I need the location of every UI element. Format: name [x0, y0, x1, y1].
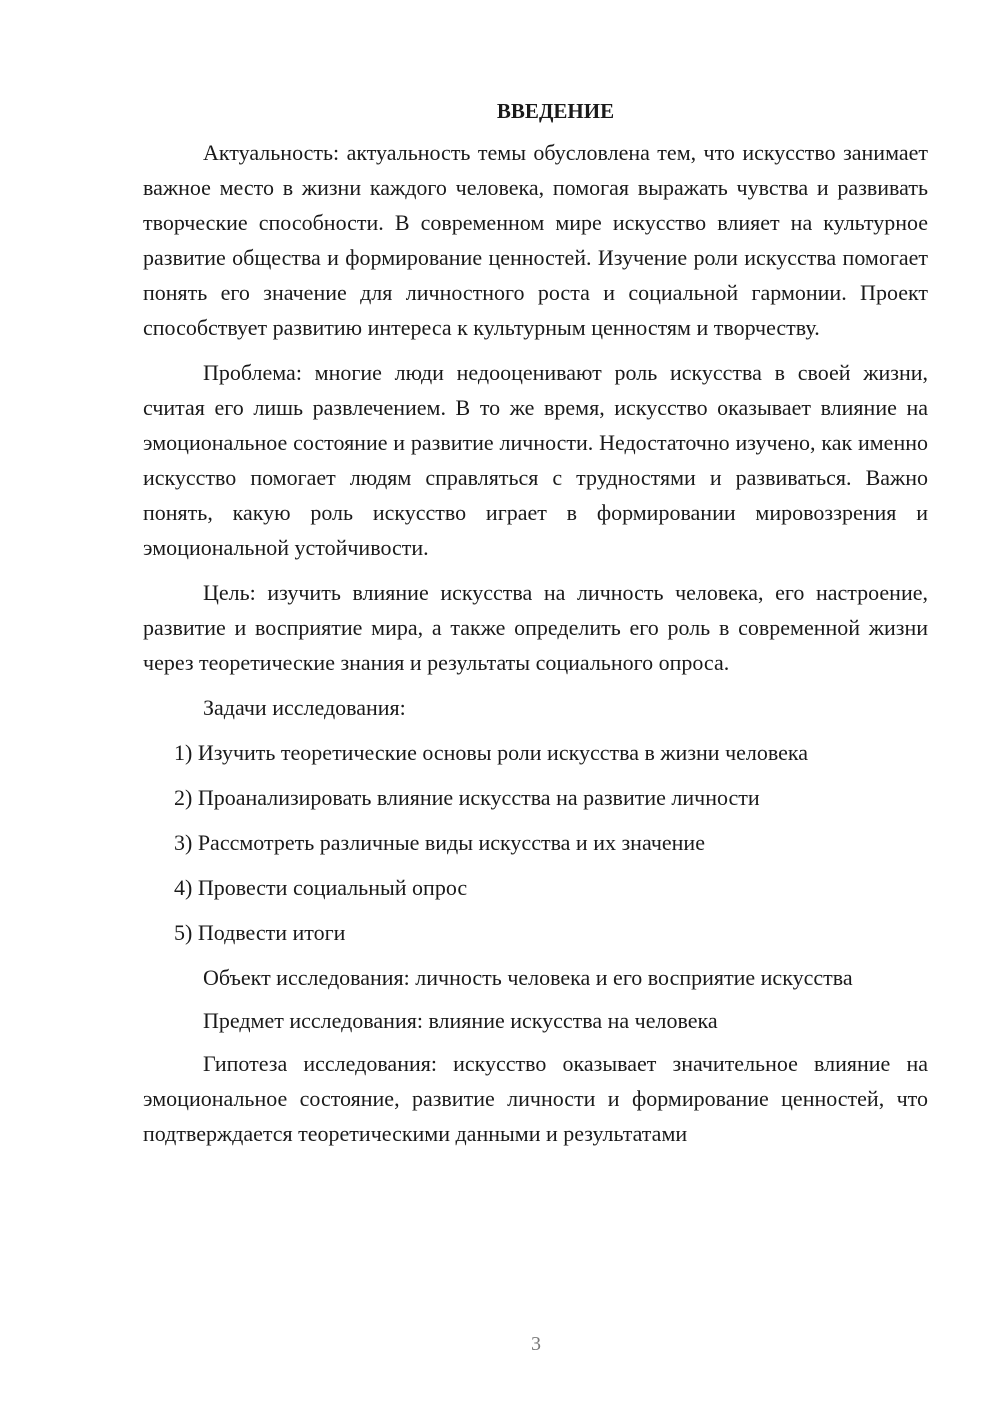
problem-paragraph: Проблема: многие люди недооценивают роль искусства в своей жизни, считая его лишь развлечением. В то же время, искусство оказывает влияние на эмоциональное состояние и развитие личности. Недостаточно изучено, как именно искусство помогает людям справляться с трудностями и развиваться. Важно понять, какую роль искусство играет в формировании мировоззрения и эмоциональной устойчивости.: [143, 360, 928, 560]
task-item: 4) Провести социальный опрос: [174, 875, 468, 900]
task-list: [143, 735, 928, 950]
task-item: 1) Изучить теоретические основы роли искусства в жизни человека: [174, 740, 809, 765]
page-title: ВВЕДЕНИЕ: [496, 99, 615, 123]
task-item: 3) Рассмотреть различные виды искусства и их значение: [174, 830, 705, 855]
page-content: [143, 94, 928, 1161]
tasks-heading: Задачи исследования:: [203, 695, 406, 720]
goal-paragraph: Цель: изучить влияние искусства на личность человека, его настроение, развитие и восприятие мира, а также определить его роль в современной жизни через теоретические знания и результаты социального опроса.: [143, 580, 928, 675]
task-item: 5) Подвести итоги: [174, 920, 346, 945]
subject-paragraph: Предмет исследования: влияние искусства на человека: [203, 1008, 718, 1033]
hypothesis-paragraph: Гипотеза исследования: искусство оказывает значительное влияние на эмоциональное состояние, развитие личности и формирование ценностей, что подтверждается теоретическими данными и результатами: [143, 1051, 928, 1146]
page-number: 3: [531, 1333, 541, 1355]
relevance-paragraph: Актуальность: актуальность темы обусловлена тем, что искусство занимает важное место в жизни каждого человека, помогая выражать чувства и развивать творческие способности. В современном мире искусство влияет на культурное развитие общества и формирование ценностей. Изучение роли искусства помогает понять его значение для личностного роста и социальной гармонии. Проект способствует развитию интереса к культурным ценностям и творчеству.: [143, 140, 928, 340]
task-item: 2) Проанализировать влияние искусства на развитие личности: [174, 785, 760, 810]
object-paragraph: Объект исследования: личность человека и его восприятие искусства: [203, 965, 853, 990]
